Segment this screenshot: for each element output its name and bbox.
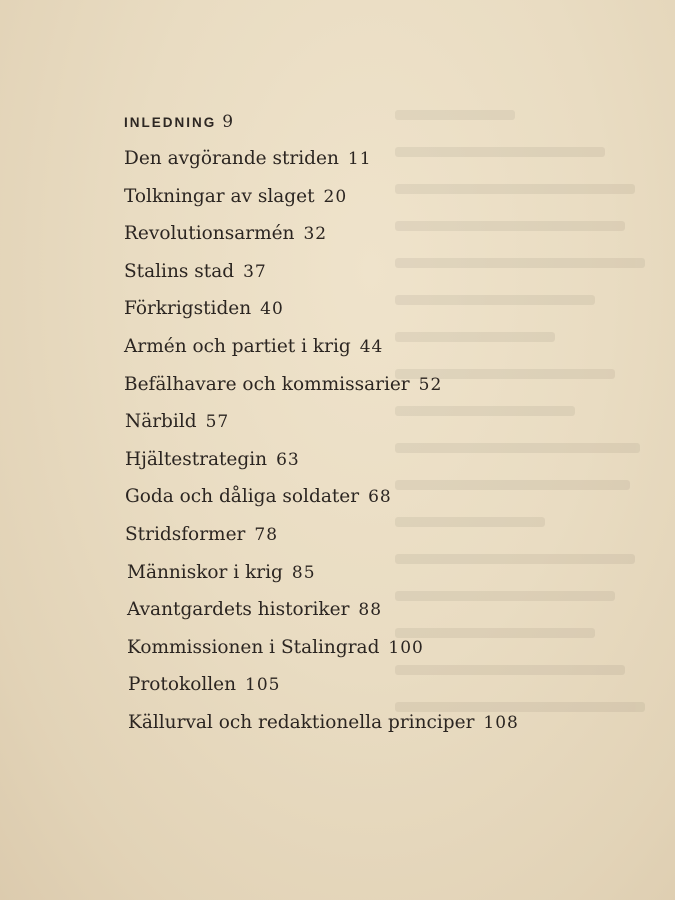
toc-entry-title: Armén och partiet i krig (124, 335, 351, 357)
toc-entry-page-number: 40 (260, 299, 284, 320)
toc-entry (124, 215, 519, 253)
toc-entry (124, 290, 519, 328)
toc-entry-title: Stalins stad (124, 260, 235, 282)
toc-heading-page-number: 9 (222, 112, 234, 132)
toc-entry-title: Förkrigstiden (124, 298, 252, 320)
toc-entry-title: Avantgardets historiker (127, 599, 350, 621)
table-of-contents (124, 112, 519, 742)
toc-heading (124, 112, 519, 140)
toc-entry-title: Kommissionen i Stalingrad (127, 636, 380, 658)
toc-entry-title: Revolutionsarmén (124, 223, 295, 245)
toc-entry-title: Befälhavare och kommissarier (124, 373, 410, 395)
toc-entry (124, 629, 519, 667)
toc-entry-page-number: 105 (245, 675, 281, 696)
toc-entry (124, 704, 519, 742)
toc-entry-page-number: 68 (368, 487, 392, 508)
toc-entry-title: Tolkningar av slaget (124, 185, 315, 207)
toc-entry-title: Närbild (125, 411, 197, 433)
toc-entry-page-number: 57 (205, 412, 230, 433)
toc-entry-page-number: 78 (254, 524, 279, 545)
toc-entry (124, 140, 519, 178)
toc-entry (124, 666, 519, 704)
toc-entry-page-number: 11 (347, 149, 372, 169)
toc-entry (124, 478, 519, 516)
toc-entry-page-number: 85 (291, 562, 316, 583)
toc-entry (124, 554, 519, 592)
toc-entry-page-number: 37 (243, 261, 267, 282)
toc-entry-title: Hjältestrategin (125, 448, 268, 470)
toc-entry (124, 253, 519, 291)
toc-entry-page-number: 20 (323, 186, 348, 207)
toc-entry (124, 441, 519, 479)
toc-entry (124, 328, 519, 366)
toc-entry-title: Stridsformer (125, 523, 246, 545)
toc-entry-page-number: 32 (303, 224, 328, 245)
toc-entry-page-number: 52 (418, 374, 443, 395)
toc-entry-page-number: 108 (483, 712, 519, 733)
toc-heading-title: INLEDNING (124, 115, 217, 130)
toc-entry-title: Människor i krig (127, 561, 283, 583)
toc-entry (124, 591, 519, 629)
toc-entry (124, 403, 519, 441)
toc-entry-page-number: 63 (276, 449, 300, 470)
toc-entry-title: Den avgörande striden (124, 148, 339, 169)
toc-entry-title: Protokollen (128, 674, 237, 696)
toc-entry (124, 178, 519, 216)
toc-entry (124, 516, 519, 554)
toc-entry-title: Källurval och redaktionella principer (128, 711, 475, 733)
toc-entry (124, 366, 519, 404)
toc-entry-page-number: 100 (388, 637, 424, 658)
toc-entry-title: Goda och dåliga soldater (125, 486, 360, 508)
toc-entry-list (124, 140, 519, 742)
toc-entry-page-number: 44 (359, 336, 384, 357)
toc-entry-page-number: 88 (358, 600, 383, 621)
